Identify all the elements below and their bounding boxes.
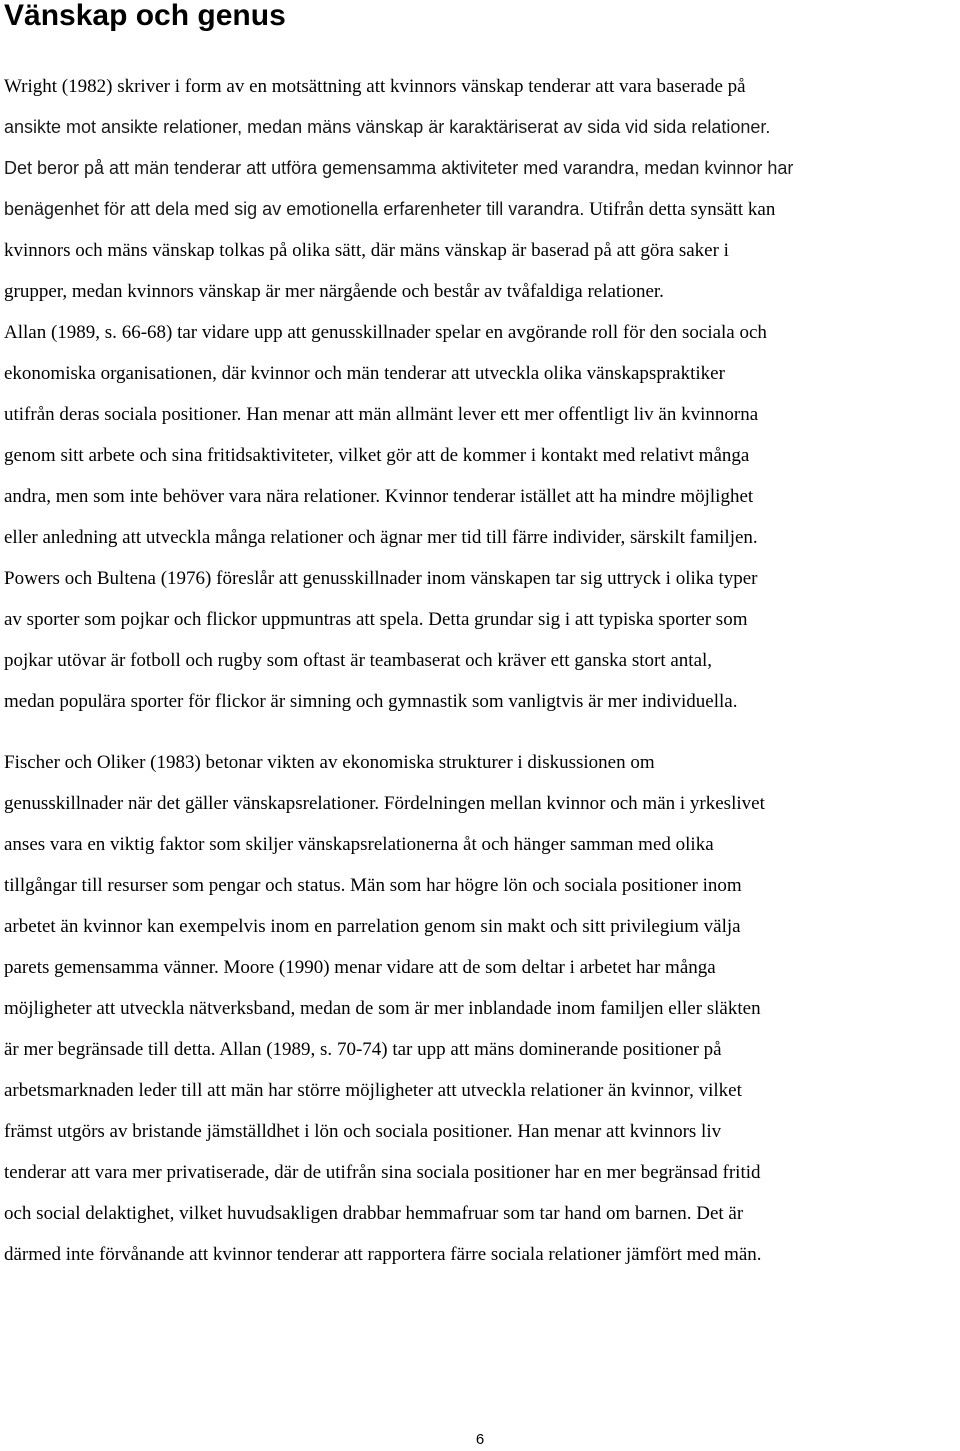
text-line: [4, 1111, 960, 1152]
text-run: parets gemensamma vänner.: [4, 957, 219, 978]
text-line: [4, 189, 960, 230]
text-run: Det är: [691, 1203, 744, 1224]
text-line: [4, 1234, 960, 1275]
text-run: grupper, medan kvinnors vänskap är mer närgående och består av tvåfaldiga relationer.: [4, 281, 664, 302]
text-run: tillgångar till resurser som pengar och status.: [4, 875, 346, 896]
text-line: [4, 148, 960, 189]
text-run: är mer begränsade till detta.: [4, 1039, 216, 1060]
text-line: [4, 312, 960, 353]
text-line: [4, 394, 960, 435]
text-run: tenderar att vara mer privatiserade, där de utifrån sina sociala positioner har en mer begränsad fritid: [4, 1162, 761, 1183]
text-run: andra, men som inte behöver vara nära relationer.: [4, 486, 381, 507]
text-line: [4, 271, 960, 312]
text-run: genom sitt arbete och sina fritidsaktiviteter, vilket gör att de kommer i kontakt med relativt många: [4, 445, 750, 466]
text-line: [4, 558, 960, 599]
text-line: [4, 640, 960, 681]
text-run: Han menar att kvinnors liv: [512, 1121, 722, 1142]
text-run: Utifrån detta synsätt kan: [584, 199, 776, 220]
text-run: och social delaktighet, vilket huvudsakligen drabbar hemmafruar som tar hand om barnen.: [4, 1203, 692, 1224]
text-line: [4, 230, 960, 271]
text-line: [4, 599, 960, 640]
text-run: benägenhet för att dela med sig av emotionella erfarenheter till varandra.: [4, 199, 585, 219]
text-run: genusskillnader när det gäller vänskapsrelationer.: [4, 793, 380, 814]
text-line: [4, 476, 960, 517]
text-line: [4, 1193, 960, 1234]
text-run: Fördelningen mellan kvinnor och män i yrkeslivet: [379, 793, 765, 814]
text-run: av sporter som pojkar och flickor uppmuntras att spela.: [4, 609, 424, 630]
text-line: [4, 517, 960, 558]
text-run: Moore (1990) menar vidare att de som deltar i arbetet har många: [218, 957, 716, 978]
text-run: eller anledning att utveckla många relationer och ägnar mer tid till färre individer, särskilt familjen.: [4, 527, 758, 548]
text-run: Det beror på att män tenderar att utföra gemensamma aktiviteter med varandra, medan kvinnor har: [4, 158, 794, 178]
text-run: 66-68) tar vidare upp att genusskillnader spelar en avgörande roll för den sociala och: [116, 322, 767, 343]
text-line: [4, 742, 960, 783]
paragraph-1: [4, 66, 960, 722]
text-run: medan populära sporter för flickor är simning och gymnastik som vanligtvis är mer individuella.: [4, 691, 738, 712]
text-run: Han menar att män allmänt lever ett mer offentligt liv än kvinnorna: [241, 404, 759, 425]
text-run: Wright (1982) skriver i form av en motsättning att kvinnors vänskap tenderar att vara baserade på: [4, 76, 746, 97]
text-line: [4, 824, 960, 865]
text-run: Allan (1989, s.: [4, 322, 117, 343]
text-line: [4, 435, 960, 476]
text-run: därmed inte förvånande att kvinnor tenderar att rapportera färre sociala relationer jämfört med män.: [4, 1244, 762, 1265]
text-line: [4, 681, 960, 722]
text-run: ansikte mot ansikte relationer, medan mäns vänskap är karaktäriserat av sida vid sida relationer.: [4, 117, 771, 137]
text-run: ekonomiska organisationen, där kvinnor och män tenderar att utveckla olika vänskapspraktiker: [4, 363, 725, 384]
text-run: Detta grundar sig i att typiska sporter som: [423, 609, 748, 630]
text-run: Fischer och Oliker (1983) betonar vikten av ekonomiska strukturer i diskussionen om: [4, 752, 655, 773]
text-run: främst utgörs av bristande jämställdhet i lön och sociala positioner.: [4, 1121, 513, 1142]
text-run: utifrån deras sociala positioner.: [4, 404, 242, 425]
text-line: [4, 1152, 960, 1193]
text-run: arbetet än kvinnor kan exempelvis inom en parrelation genom sin makt och sitt privilegium välja: [4, 916, 741, 937]
text-run: Allan (1989, s.: [215, 1039, 333, 1060]
text-line: [4, 947, 960, 988]
text-line: [4, 1029, 960, 1070]
text-run: arbetsmarknaden leder till att män har större möjligheter att utveckla relationer än kvinnor, vilket: [4, 1080, 742, 1101]
text-run: Kvinnor tenderar istället att ha mindre möjlighet: [380, 486, 754, 507]
text-line: [4, 988, 960, 1029]
section-heading: Vänskap och genus: [4, 0, 286, 32]
paragraph-2: [4, 742, 960, 1275]
text-run: pojkar utövar är fotboll och rugby som oftast är teambaserat och kräver ett ganska stort antal,: [4, 650, 713, 671]
text-run: Powers och Bultena (1976) föreslår att genusskillnader inom vänskapen tar sig uttryck i olika typer: [4, 568, 758, 589]
text-run: möjligheter att utveckla nätverksband, medan de som är mer inblandade inom familjen eller släkten: [4, 998, 761, 1019]
text-line: [4, 66, 960, 107]
text-run: kvinnors och mäns vänskap tolkas på olika sätt, där mäns vänskap är baserad på att göra saker i: [4, 240, 729, 261]
text-line: [4, 353, 960, 394]
text-run: 70-74) tar upp att mäns dominerande positioner på: [332, 1039, 722, 1060]
text-line: [4, 1070, 960, 1111]
text-line: [4, 865, 960, 906]
page-number: 6: [475, 1431, 485, 1448]
text-line: [4, 906, 960, 947]
text-run: Män som har högre lön och sociala positioner inom: [345, 875, 742, 896]
text-run: anses vara en viktig faktor som skiljer vänskapsrelationerna åt och hänger samman med olika: [4, 834, 714, 855]
text-line: [4, 107, 960, 148]
text-line: [4, 783, 960, 824]
